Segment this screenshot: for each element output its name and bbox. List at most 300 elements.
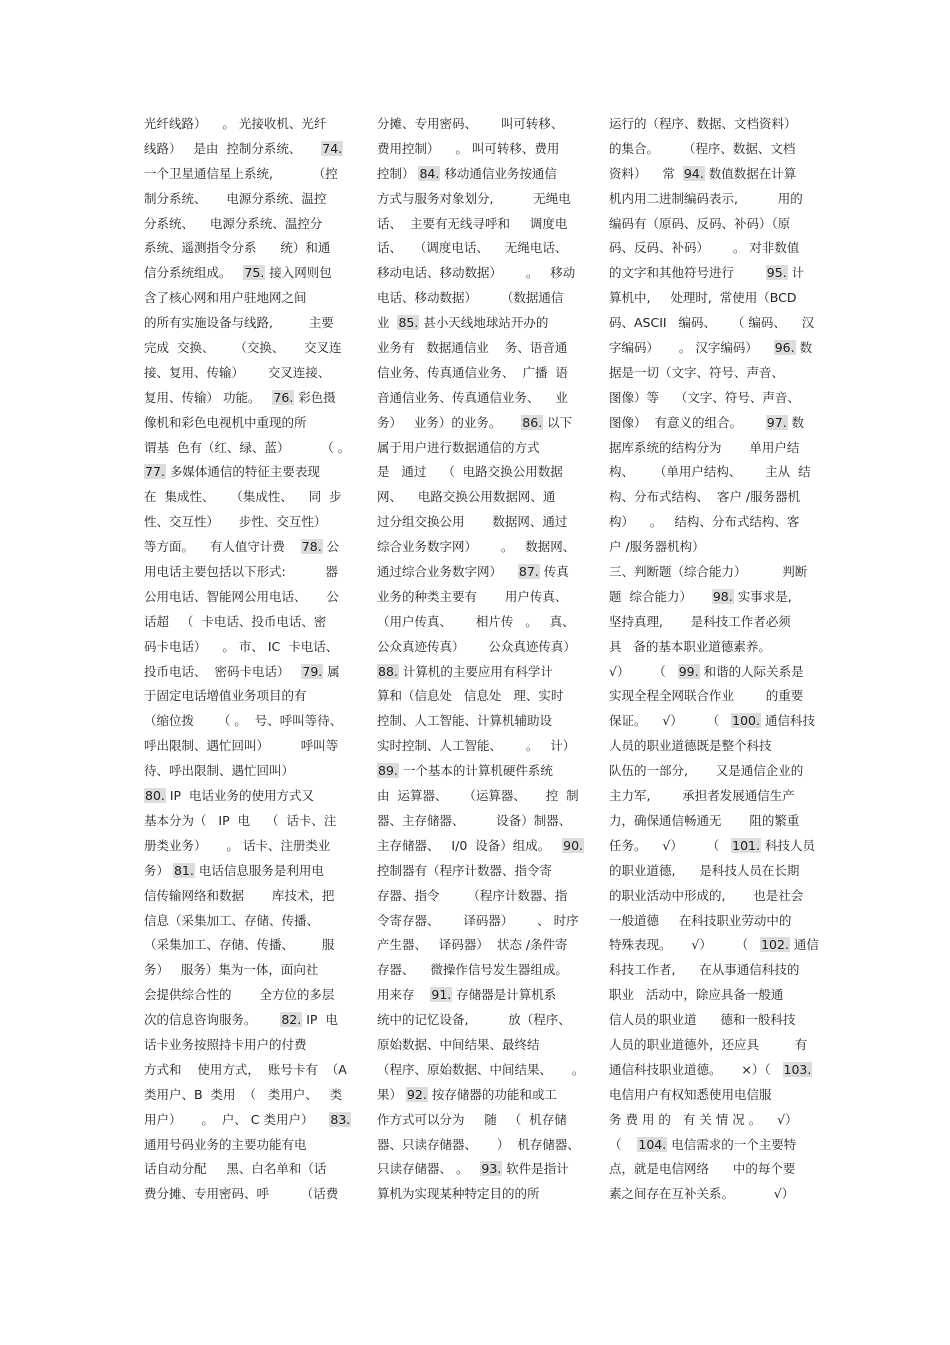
text-line [609,485,809,510]
question-number: 93. [481,1161,502,1177]
question-number: 101. [732,837,760,853]
line-text: 公用电话、智能网公用电话、 公 [144,588,339,604]
text-line [144,610,344,635]
text-line [144,137,344,162]
text-line [609,784,809,809]
line-text: 果） [377,1086,406,1102]
question-number: 84. [419,165,440,181]
line-text: 由 运算器、 （运算器、 控 制 [377,788,579,804]
line-text: 的职业活动中形成的, 也是社会 [609,887,804,903]
text-line [609,1033,809,1058]
line-text: 三、判断题（综合能力） 判断 [609,564,808,580]
text-line [144,386,344,411]
line-text: 保证。 √） （ [609,713,732,729]
text-line [144,859,344,884]
text-line [144,286,344,311]
text-line [144,187,344,212]
line-text: 实时控制、人工智能、 。 计） [377,738,576,754]
question-number: 103. [783,1061,812,1077]
line-text: 性、交互性） 步性、交互性） [144,514,327,530]
line-text: 分摊、专用密码、 叫可转移、 [377,116,564,131]
line-text: 软件是指计 [502,1161,569,1177]
text-line [377,1058,585,1083]
line-text: 在 集成性、 （集成性、 同 步 [144,489,342,505]
line-text: 话、 （调度电话、 无绳电话、 [377,240,568,256]
line-text: 只读存储器、 。 [377,1161,481,1177]
line-text: 码卡电话） 。 市、 IC 卡电话、 [144,638,339,654]
text-line [377,535,577,560]
line-text: 坚持真理, 是科技工作者必须 [609,613,791,629]
line-text: 方式与服务对象划分, 无绳电 [377,190,571,206]
line-text: 用户） 。 户、 C 类用户） [144,1111,330,1127]
line-text: 基本分为（ IP 电 （ 话卡、注 [144,812,337,828]
line-text: 业 [377,315,398,331]
line-text: 公 [322,539,340,555]
line-text: 投币电话、 密码卡电话） [144,663,302,679]
line-text: 主力军, 承担者发展通信生产 [609,788,795,804]
text-line [144,311,344,336]
question-number: 77. [145,464,165,480]
text-column-2 [377,112,585,1207]
line-text: （缩位拨 （ 。 号、呼叫等待、 [144,713,343,729]
line-text: 彩色摄 [294,389,336,405]
line-text: 线路） 是由 控制分系统、 [144,140,322,156]
text-line [144,1033,344,1058]
line-text: 接入网则包 [265,265,332,281]
line-text: 会提供综合性的 全方位的多层 [144,987,335,1003]
text-line [377,684,577,709]
text-line [609,1058,812,1083]
line-text: 方式和 使用方式， 账号卡有 （A [144,1061,347,1077]
text-line [609,734,809,759]
line-text: 像机和彩色电视机中重现的所 [144,414,307,430]
text-line [609,436,809,461]
line-text: 构、 （单用户结构、 主从 结 [609,464,811,480]
text-line [609,1108,809,1133]
text-line [609,187,809,212]
line-text: 力，确保通信畅通无 阻的繁重 [609,812,800,828]
line-text: 通信科技 [760,713,815,729]
text-line [609,759,809,784]
line-text: 数值数据在计算 [704,165,797,181]
text-line [377,859,577,884]
line-text: 电信需求的一个主要特 [667,1136,797,1152]
line-text: 信分系统组成。 [144,265,244,281]
text-line [377,933,577,958]
question-number: 87. [518,564,539,580]
text-line [144,510,344,535]
line-text: 于固定电话增值业务项目的有 [144,688,307,704]
line-text: （采集加工、存储、传播、 服 [144,937,335,953]
question-number: 85. [398,315,419,331]
text-line [609,460,809,485]
line-text: 电话、移动数据） （数据通信 [377,290,564,306]
line-text: 原始数据、中间结果、最终结 [377,1036,540,1052]
text-line [144,585,344,610]
line-text: 信业务、传真通信业务、 广播 语 [377,364,568,380]
line-text: 综合业务数字网） 。 数据网、 [377,539,576,555]
text-line [609,834,815,859]
line-text: 册类业务） 。 话卡、注册类业 [144,837,331,853]
text-line [377,236,577,261]
line-text: 费用控制） 。 叫可转移、费用 [377,140,560,156]
line-text: 实现全程全网联合作业 的重要 [609,688,804,704]
line-text: 以下 [543,414,573,430]
line-text: 传真 [539,564,569,580]
line-text: 通信 [789,937,819,953]
text-line [609,286,809,311]
text-line [609,610,809,635]
question-number: 79. [302,663,323,679]
line-text: 公众真迹传真） 公众真迹传真） [377,638,576,654]
text-line [377,709,577,734]
question-number: 78. [301,539,322,555]
line-text: 业务有 数据通信业 务、语音通 [377,340,568,356]
text-line [377,585,577,610]
text-line [609,336,813,361]
line-text: 分系统、 电源分系统、温控分 [144,215,323,231]
line-text: 科技工作者, 在从事通信科技的 [609,962,800,978]
question-number: 94. [683,165,704,181]
text-line [377,784,577,809]
text-line [144,1108,351,1133]
text-line [377,411,577,436]
text-line [144,460,344,485]
line-text: 资料） 常 [609,165,683,181]
line-text: IP 电话业务的使用方式又 [165,788,315,804]
question-number: 81. [173,862,194,878]
line-text: 信人员的职业道 德和一般科技 [609,1012,796,1028]
line-text: 图像） 有意义的组合。 [609,414,766,430]
line-text: 计 [787,265,805,281]
text-line [609,1133,809,1158]
text-line [377,834,584,859]
line-text: 信息（采集加工、存储、传播、 [144,912,320,928]
text-line [377,1157,577,1182]
line-text: 完成 交换、 （交换、 交叉连 [144,340,342,356]
line-text: 的所有实施设备与线路, 主要 [144,315,334,331]
text-line [609,311,815,336]
text-line [377,1133,580,1158]
line-text: 存器、指令 （程序计数器、指 [377,887,568,903]
line-text: 甚小天线地球站开办的 [419,315,549,331]
line-text: 作方式可以分为 随 （ 机存储 [377,1111,567,1127]
text-line [377,1008,577,1033]
line-text: √） （ [609,663,678,679]
text-line [377,884,577,909]
text-line [377,162,577,187]
line-text: （ [609,1136,638,1152]
text-line [144,1008,344,1033]
line-text: 码、反码、补码） 。 对非数值 [609,240,800,256]
text-line [609,510,809,535]
text-line [377,112,577,137]
line-text: 务） 业务）的业务。 [377,414,522,430]
text-line [144,909,344,934]
text-line [377,909,577,934]
text-line [377,1033,577,1058]
text-column-1 [144,112,351,1207]
text-line [377,311,577,336]
line-text: 属于用户进行数据通信的方式 [377,439,540,455]
line-text: （程序、原始数据、中间结果、 。 [377,1061,585,1077]
text-line [609,162,809,187]
text-line [377,510,577,535]
question-number: 91. [431,987,452,1003]
line-text: 等方面。 有人值守计费 [144,539,301,555]
line-text: 的集合。 （程序、数据、文档 [609,140,796,156]
line-text: 待、呼出限制、遇忙回叫） [144,763,295,779]
text-line [377,809,577,834]
text-line [144,884,344,909]
text-line [377,485,577,510]
text-line [609,361,809,386]
line-text: 构、分布式结构、 客户 /服务器机 [609,489,801,505]
line-text: 和谐的人际关系是 [699,663,804,679]
text-line [144,411,344,436]
question-number: 97. [766,414,787,430]
line-text: 算和（信息处 信息处 理、实时 [377,688,564,704]
text-line [377,983,577,1008]
line-text: 电话信息服务是利用电 [194,862,324,878]
line-text: 户 /服务器机构） [609,539,705,555]
text-line [144,958,344,983]
line-text: 务） 服务）集为一体，面向社 [144,962,319,978]
line-text: 话超 （ 卡电话、投币电话、密 [144,613,327,629]
text-line [609,958,809,983]
line-text: 产生器、 译码器） 状态 /条件寄 [377,937,568,953]
text-line [377,212,577,237]
text-line [609,859,809,884]
line-text: 一般道德 在科技职业劳动中的 [609,912,792,928]
text-line [609,261,809,286]
text-line [144,361,344,386]
line-text: 人员的职业道德外，还应具 有 [609,1036,808,1052]
line-text: 算机中, 处理时, 常使用（BCD [609,290,797,306]
text-line [144,734,344,759]
line-text: 话、 主要有无线寻呼和 调度电 [377,215,568,231]
line-text: 按存储器的功能和或工 [427,1086,557,1102]
line-text: 题 综合能力） [609,588,712,604]
text-line [144,535,344,560]
text-line [144,261,344,286]
line-text: 控制） [377,165,419,181]
line-text: 的文字和其他符号进行 [609,265,766,281]
text-line [144,112,344,137]
line-text: 通用号码业务的主要功能有电 [144,1136,307,1152]
line-text: 用来存 [377,987,431,1003]
line-text: 存储器是计算机系 [452,987,557,1003]
line-text: 费分摊、专用密码、呼 （话费 [144,1186,339,1202]
line-text: 实事求是, [733,588,792,604]
text-line [609,560,809,585]
question-number: 96. [774,340,795,356]
text-line [609,585,809,610]
line-text: 通过综合业务数字网） [377,564,518,580]
text-line [144,336,344,361]
question-number: 99. [678,663,699,679]
text-line [144,709,344,734]
line-text: 移动通信业务按通信 [440,165,557,181]
line-text: 话自动分配 黑、白名单和（话 [144,1161,327,1177]
line-text: 人员的职业道德既是整个科技 [609,738,772,754]
question-number: 95. [766,265,787,281]
line-text: 复用、传输） 功能。 [144,389,273,405]
text-line [609,933,819,958]
text-line [144,809,344,834]
text-column-3 [609,112,819,1207]
question-number: 86. [522,414,543,430]
line-text: 系统、遥测指令分系 统）和通 [144,240,331,256]
line-text: 通信科技职业道德。 ×）（ [609,1061,783,1077]
line-text: 属 [323,663,340,679]
line-text: 接、复用、传输） 交叉连接、 [144,364,331,380]
text-line [377,610,577,635]
text-line [377,361,577,386]
text-line [144,485,344,510]
line-text: 据是一切（文字、符号、声音、 [609,364,785,380]
line-text: 职业 活动中，除应具备一般通 [609,987,784,1003]
text-line [144,834,344,859]
text-line [609,137,809,162]
text-line [144,1133,344,1158]
text-line [377,286,577,311]
line-text: 业务的种类主要有 用户传真、 [377,588,568,604]
text-line [609,1008,809,1033]
line-text: 任务。 √） （ [609,837,732,853]
line-text: 含了核心网和用户驻地网之间 [144,290,307,306]
line-text: 科技人员 [760,837,815,853]
line-text: 器、主存储器、 设备）制器、 [377,812,572,828]
text-line [144,1083,344,1108]
question-number: 89. [378,763,398,779]
line-text: 谓基 色有（红、绿、蓝） （ 。 [144,439,351,455]
text-line [377,660,577,685]
line-text: （用户传真、 相片传 。 真、 [377,613,575,629]
text-line [144,1182,344,1207]
text-line [377,261,577,286]
line-text: 统中的记忆设备, 放（程序、 [377,1012,571,1028]
question-number: 75. [244,265,265,281]
text-line [609,411,809,436]
text-line [377,734,577,759]
line-text: 数 [787,414,805,430]
text-line [609,809,809,834]
line-text: 主存储器、 I/0 设备）组成。 [377,837,563,853]
question-number: 83. [330,1111,351,1127]
line-text: 计算机的主要应用有科学计 [398,663,553,679]
question-number: 90. [563,837,584,853]
line-text: 存器、 微操作信号发生器组成。 [377,962,568,978]
text-line [144,684,344,709]
text-line [144,560,344,585]
question-number: 74. [322,140,343,156]
line-text: 队伍的一部分, 又是通信企业的 [609,763,804,779]
line-text: 信传输网络和数据 库技术，把 [144,887,335,903]
text-line [609,386,809,411]
text-line [609,112,809,137]
text-line [144,784,344,809]
line-text: 图像）等 （文字、符号、声音、 [609,389,800,405]
line-text: 机内用二进制编码表示, 用的 [609,190,803,206]
line-text: 数 [795,340,813,356]
line-text: 次的信息咨询服务。 [144,1012,281,1028]
line-text: 一个卫星通信星上系统, （控 [144,165,338,181]
text-line [609,709,815,734]
question-number: 104. [638,1136,667,1152]
line-text: 控制器有（程序计数器、指令寄 [377,862,553,878]
text-line [609,635,809,660]
line-text: 运行的（程序、数据、文档资料） [609,116,797,131]
line-text: 类用户、B 类用 （ 类用户、 类 [144,1086,343,1102]
text-line [609,884,809,909]
line-text: 呼出限制、遇忙回叫） 呼叫等 [144,738,339,754]
text-line [609,983,809,1008]
line-text: 光纤线路） 。 光接收机、光纤 [144,116,327,131]
text-line [144,1157,344,1182]
text-line [377,336,577,361]
line-text: 令寄存器、 译码器） 、 时序 [377,912,579,928]
line-text: 网、 电路交换公用数据网、通 [377,489,556,505]
line-text: 点，就是电信网络 中的每个要 [609,1161,796,1177]
line-text: 制分系统、 电源分系统、温控 [144,190,327,206]
line-text: 器、只读存储器、 ） 机存储器、 [377,1136,580,1152]
text-line [609,660,809,685]
line-text: 字编码） 。 汉字编码） [609,340,774,356]
line-text: 具 备的基本职业道德素养。 [609,638,771,654]
text-line [144,660,344,685]
text-line [609,212,809,237]
line-text: 算机为实现某种特定目的的所 [377,1186,540,1202]
text-line [609,535,809,560]
text-line [377,759,577,784]
text-line [144,759,344,784]
question-number: 88. [378,663,398,679]
text-line [609,236,809,261]
text-line [144,436,351,461]
text-line [144,212,344,237]
text-line [144,162,344,187]
question-number: 82. [281,1012,302,1028]
line-text: 电信用户有权知悉使用电信服 [609,1086,772,1102]
line-text: 音通信业务、传真通信业务、 业 [377,389,568,405]
text-line [144,236,344,261]
line-text: 的职业道德, 是科技人员在长期 [609,862,800,878]
line-text: 务） [144,862,173,878]
line-text: 控制、人工智能、计算机辅助设 [377,713,553,729]
question-number: 76. [273,389,294,405]
text-line [377,460,577,485]
text-line [609,1083,809,1108]
line-text: 是 通过 （ 电路交换公用数据 [377,464,563,480]
line-text: 移动电话、移动数据） 。 移动 [377,265,576,281]
text-line [144,933,344,958]
text-line [377,1182,577,1207]
text-line [377,958,577,983]
line-text: 多媒体通信的特征主要表现 [165,464,320,480]
line-text: 用电话主要包括以下形式: 器 [144,564,338,580]
text-line [377,1108,577,1133]
line-text: IP 电 [302,1012,338,1028]
text-line [144,983,344,1008]
line-text: 过分组交换公用 数据网、通过 [377,514,568,530]
text-line [144,635,344,660]
question-number: 102. [761,937,789,953]
text-line [377,560,577,585]
line-text: 构） 。 结构、分布式结构、客 [609,514,800,530]
text-line [609,1157,809,1182]
line-text: 据库系统的结构分为 单用户结 [609,439,800,455]
